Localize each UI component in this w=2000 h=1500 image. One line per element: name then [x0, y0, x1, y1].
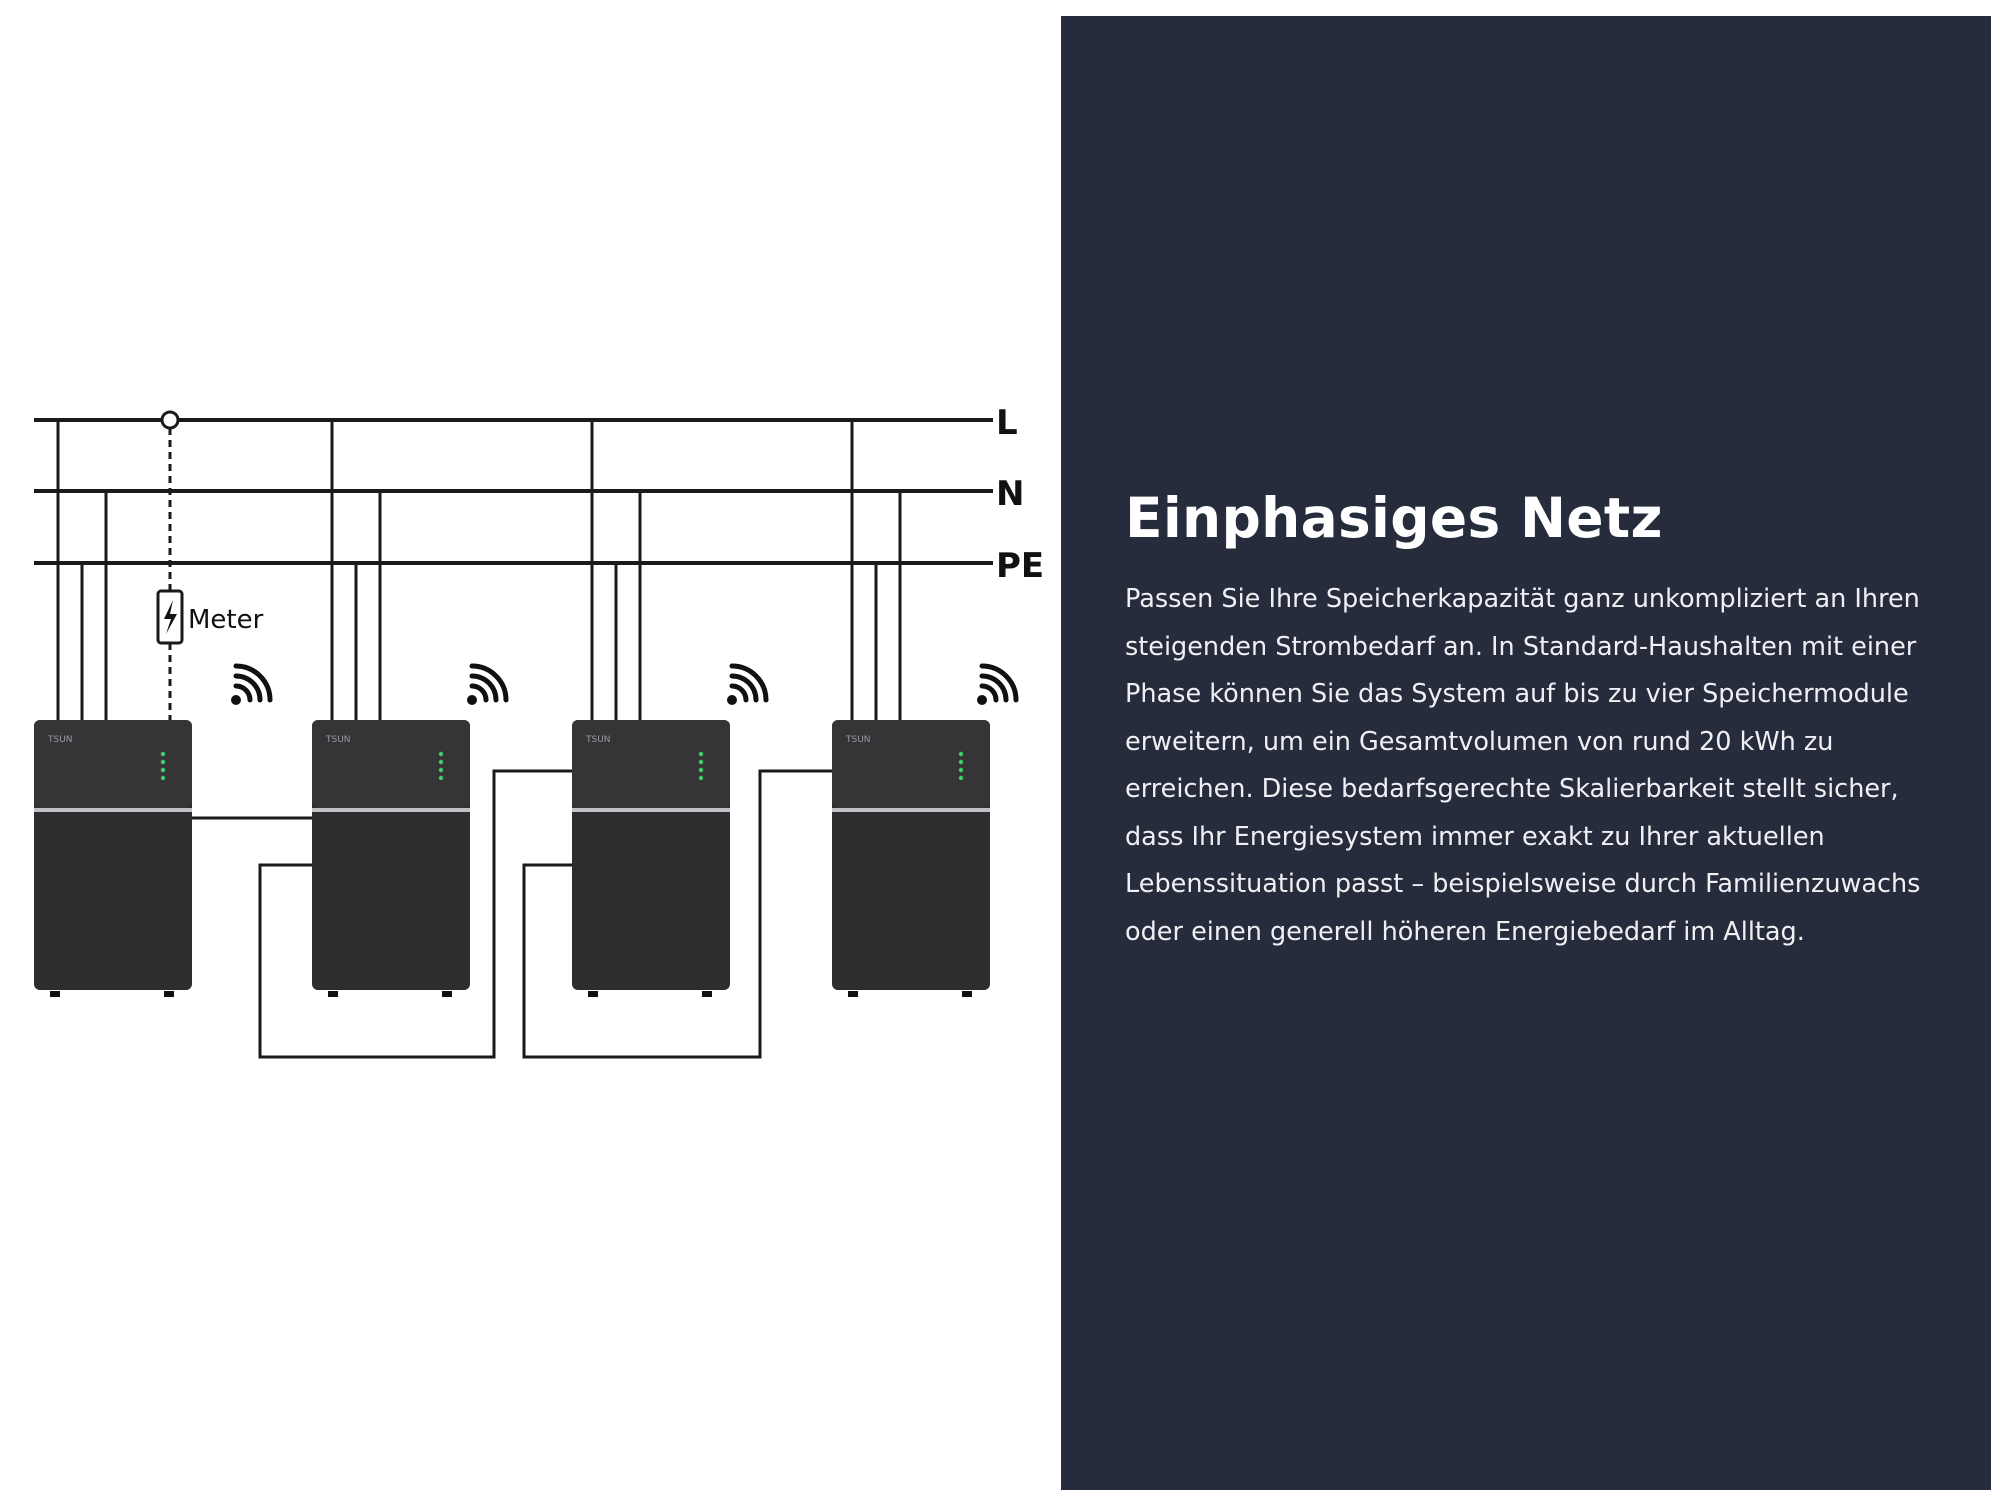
- panel-body-text: Passen Sie Ihre Speicherkapazität ganz unkompliziert an Ihren steigenden Strombedarf an. In Standard-Haushalten mit einer Phase können Sie das System auf bis zu vier Speichermodule erweitern, um ein Gesamtvolumen von rund 20 kWh zu erreichen. Diese bedarfsgerechte Skalierbarkeit stellt sicher, dass Ihr Energiesystem immer exakt zu Ihrer aktuellen Lebenssituation passt – beispielsweise durch Familienzuwachs oder einen generell höheren Energiebedarf im Alltag.: [1125, 584, 1921, 947]
- battery-module-4: [832, 720, 990, 997]
- battery-module-1: [34, 720, 192, 997]
- bus-label-l: L: [996, 403, 1018, 443]
- wifi-icon: [231, 666, 270, 705]
- meter-label: Meter: [188, 605, 264, 635]
- battery-brand-label: TSUN: [586, 735, 611, 745]
- meter-sensor: [158, 412, 264, 722]
- interconnect-wires: [190, 771, 832, 1057]
- battery-brand-label: TSUN: [326, 735, 351, 745]
- wifi-icon: [977, 666, 1016, 705]
- wifi-icon: [467, 666, 506, 705]
- wifi-icon: [727, 666, 766, 705]
- battery-module-3: [572, 720, 730, 997]
- battery-module-2: [312, 720, 470, 997]
- battery-brand-label: TSUN: [846, 735, 871, 745]
- battery-brand-label: TSUN: [48, 735, 73, 745]
- panel-title: Einphasiges Netz: [1125, 486, 1663, 550]
- bus-label-n: N: [996, 474, 1025, 514]
- bus-label-pe: PE: [996, 546, 1045, 586]
- info-panel: [1061, 16, 1991, 1490]
- meter-clamp-node: [162, 412, 178, 428]
